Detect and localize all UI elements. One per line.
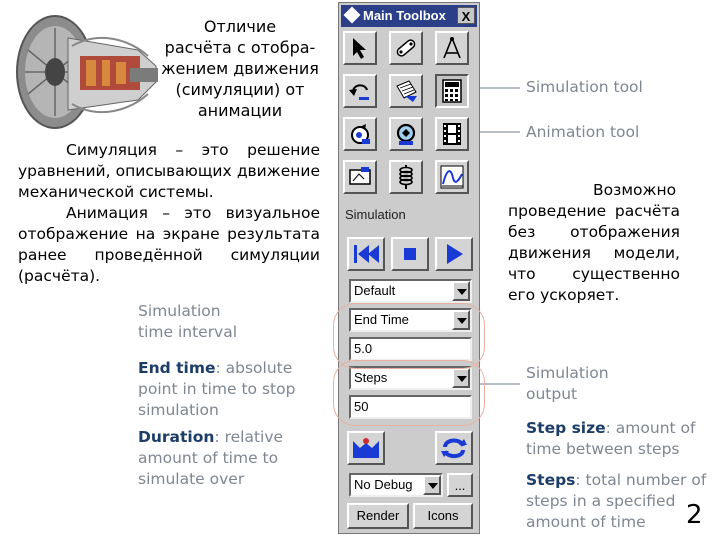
rewind-button[interactable] — [347, 237, 385, 271]
leader-line — [476, 87, 520, 89]
title-line: Отличие — [203, 17, 277, 36]
table-editor-button[interactable] — [389, 74, 423, 108]
plot-icon — [439, 164, 465, 190]
page-number: 2 — [686, 500, 703, 530]
render-button[interactable]: Render — [347, 503, 409, 529]
duration-note — [138, 427, 283, 490]
chevron-down-icon[interactable] — [452, 281, 470, 301]
sensor-button[interactable] — [347, 431, 385, 465]
window-menu-icon[interactable] — [344, 7, 361, 24]
stop-icon — [393, 239, 427, 269]
note-line: : total number of — [575, 471, 707, 489]
output-highlight — [333, 360, 485, 426]
sensor-icon — [349, 433, 383, 463]
close-button[interactable]: X — [457, 7, 475, 24]
steps-note — [526, 470, 706, 533]
title-line: расчёта с отобра- — [164, 38, 316, 57]
zoom-tool-button[interactable] — [389, 117, 423, 151]
speedup-note — [508, 180, 680, 306]
step-size-note — [526, 418, 695, 460]
slide-title — [150, 16, 330, 121]
note-line: simulation — [138, 401, 219, 419]
title-line: жением движения — [161, 59, 319, 78]
simulation-section-label: Simulation — [345, 207, 406, 222]
note-line: time interval — [138, 323, 238, 341]
simulation-tool-button[interactable] — [435, 74, 469, 108]
note-line: Simulation — [138, 302, 221, 320]
simulation-grid-icon — [439, 78, 465, 104]
note-line: : relative — [214, 428, 284, 446]
measure-tool-button[interactable] — [435, 31, 469, 65]
more-options-button[interactable]: ... — [447, 473, 473, 497]
note-line: amount of time to — [138, 449, 279, 467]
time-type-value: End Time — [354, 312, 409, 327]
note-line: point in time to stop — [138, 380, 296, 398]
chevron-down-icon[interactable] — [423, 475, 441, 495]
design-icon — [347, 164, 373, 190]
spring-tool-button[interactable] — [389, 160, 423, 194]
toolbox-title: Main Toolbox — [363, 8, 446, 23]
animation-tool-button[interactable] — [435, 117, 469, 151]
debug-select-value: No Debug — [354, 477, 413, 492]
note-line: simulate over — [138, 470, 245, 488]
note-line: : amount of — [605, 419, 696, 437]
mode-select-value: Default — [354, 283, 396, 298]
note-line: Simulation — [526, 364, 609, 382]
definitions-text — [18, 140, 320, 287]
link-tool-button[interactable] — [389, 31, 423, 65]
end-time-note — [138, 358, 295, 421]
compass-icon — [439, 35, 465, 61]
design-tool-button[interactable] — [343, 160, 377, 194]
jet-engine-image — [10, 10, 162, 135]
select-tool-button[interactable] — [343, 31, 377, 65]
note-key: End time — [138, 359, 216, 377]
output-type-value: Steps — [354, 370, 388, 385]
main-toolbox-window — [338, 2, 480, 534]
sim-interval-note — [138, 301, 237, 343]
note-key: Step size — [526, 419, 606, 437]
reset-button[interactable] — [435, 431, 473, 465]
animation-definition: Анимация – это визуальное отображение на экране результата ранее проведённой симуляции (расчёта). — [18, 204, 320, 285]
toolbox-title-bar[interactable] — [341, 5, 477, 27]
output-value-input[interactable]: 50 — [349, 395, 472, 419]
refresh-tool-button[interactable] — [343, 117, 377, 151]
title-line: (симуляции) от — [175, 80, 305, 99]
undo-icon — [347, 78, 373, 104]
note-line: time between steps — [526, 440, 680, 458]
select-arrow-icon — [347, 35, 373, 61]
note-line: : absolute — [215, 359, 293, 377]
table-icon — [393, 78, 419, 104]
plot-tool-button[interactable] — [435, 160, 469, 194]
speedup-paragraph: Возможно проведение расчёта без отображения движения модели, что существенно его ускоряет. — [508, 181, 680, 304]
note-key: Duration — [138, 428, 215, 446]
note-line: amount of time — [526, 513, 646, 531]
cycle-icon — [437, 433, 471, 463]
note-key: Steps — [526, 471, 576, 489]
spring-icon — [393, 164, 419, 190]
play-button[interactable] — [435, 237, 473, 271]
note-line: output — [526, 385, 578, 403]
note-line: steps in a specified — [526, 492, 676, 510]
rewind-icon — [349, 239, 383, 269]
undo-tool-button[interactable] — [343, 74, 377, 108]
mode-select[interactable] — [349, 279, 472, 303]
simulation-tool-note: Simulation tool — [526, 78, 643, 96]
play-icon — [437, 239, 471, 269]
debug-select[interactable] — [349, 473, 443, 497]
stop-button[interactable] — [391, 237, 429, 271]
film-icon — [439, 121, 465, 147]
icons-button[interactable]: Icons — [413, 503, 473, 529]
link-icon — [393, 35, 419, 61]
sim-output-note — [526, 363, 609, 405]
simulation-definition: Симуляция – это решение уравнений, описывающих движение механической системы. — [18, 141, 320, 201]
magnify-icon — [393, 121, 419, 147]
time-value-input[interactable]: 5.0 — [349, 337, 472, 361]
title-line: анимации — [197, 101, 283, 120]
animation-tool-note: Animation tool — [526, 123, 640, 141]
refresh-icon — [347, 121, 373, 147]
leader-line — [476, 131, 520, 133]
